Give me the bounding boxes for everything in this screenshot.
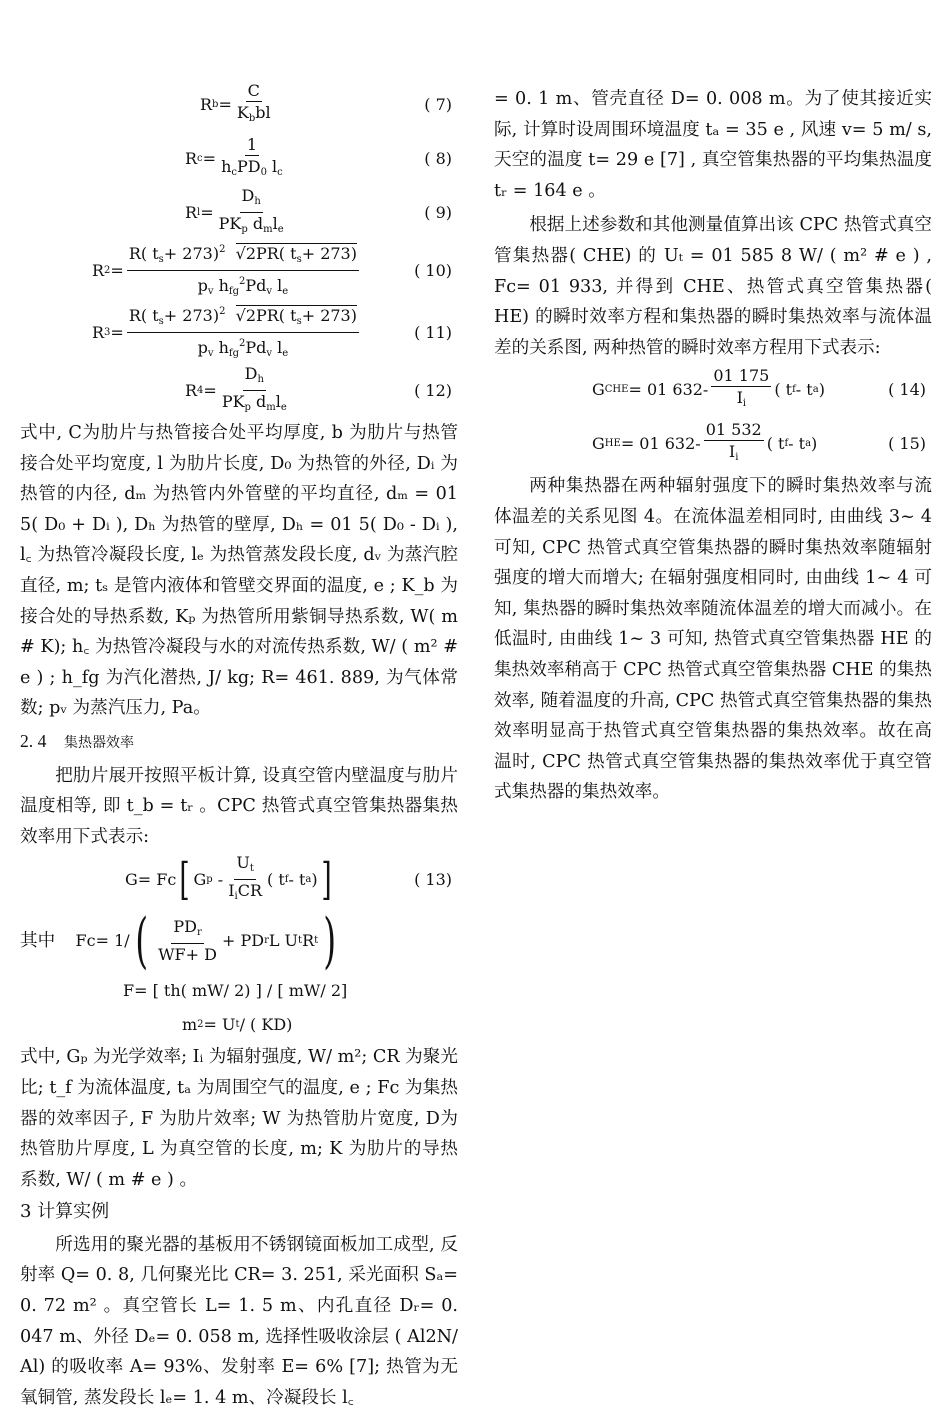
den-a: K [236,102,249,122]
left-bracket: [ [179,854,191,906]
equation-number: ( 10) [414,260,452,280]
eq-b: G [193,870,207,890]
equation-number: ( 15) [888,434,926,454]
denominator [235,102,273,130]
numerator: 01 532 [705,419,762,439]
equation-8: R c = $\frac{1}{h_cPD_0 l_c}$ ( 8) [20,132,458,186]
num-sup: 2 [219,243,226,255]
rest-a-sub: r [264,935,269,947]
den-b: h [213,337,229,357]
denominator [226,880,264,908]
den-a: p [197,275,208,295]
eq-e-sub: a [305,874,312,886]
num-a: R( t [128,243,159,263]
left-paren: ( [134,906,148,977]
num-sub: h [257,373,264,385]
numerator [240,186,263,213]
denominator [196,333,291,365]
num-sub: t [249,862,254,874]
fraction [704,420,764,469]
eq-lhs: Fc= 1/ [75,931,130,951]
rest-a-sub: f [784,438,789,450]
paragraph-efficiency-intro: 把肋片展开按照平板计算, 设真空管内壁温度与肋片温度相等, 即 t_b = tᵣ 。CPC 热管式真空管集热器集热效率用下式表示: [20,765,458,847]
den-a: PK [221,391,245,411]
den-c: l [266,156,278,176]
eq-lhs: R [185,380,198,400]
rest-c: ) [811,434,818,454]
den-b: bl [255,102,271,122]
eq-e: - t [288,870,306,890]
rest-a-sub: f [792,384,796,396]
den-sub2: 0 [260,166,267,178]
eq-lhs: R [92,260,105,280]
denominator [735,387,749,415]
den-d-sub: e [282,347,289,359]
den-sub: i [234,890,238,902]
num-sub: s [158,253,164,265]
eq-lhs: R [185,148,198,168]
num-a: D [241,185,255,205]
num-sub: h [254,195,261,207]
denominator [196,271,291,303]
rest-b-sub: a [812,384,819,396]
fraction [226,853,264,908]
eq-sub: 3 [104,326,111,338]
numerator: C [247,80,260,100]
equation-fc [20,906,458,977]
numerator [127,302,359,333]
den-a: I [736,387,743,407]
den-sub3: e [280,401,287,413]
fraction [127,302,359,365]
root-sub: s [296,315,302,327]
fraction [127,240,359,303]
den-sup: 2 [239,337,246,349]
denominator [220,391,289,419]
eq-m-sub: t [235,1019,240,1031]
num-b: + 273) [163,305,220,325]
equation-15 [494,417,932,471]
section-title: 集热器效率 [63,734,134,751]
eq-mid: = 01 632- [628,380,709,400]
rest-b: - t [788,434,806,454]
den-c-sub: v [266,285,273,297]
eq-m-sup: 2 [197,1019,204,1031]
den-a-sub: v [207,347,214,359]
equation-12: R 4 = $\frac{D_h}{PK_p d_ml_e}$ ( 12) [20,364,458,418]
equation-11: R 3 = $\frac{R( t_s+ 273)^2 √2PR( t_s+ 273)}{p_v h_{fg}^2Pd_v l_e}$ ( 11) [20,302,458,364]
root-a: 2PR( t [245,305,297,325]
denominator [219,156,285,184]
denominator [727,441,741,469]
den-sub: i [735,451,739,463]
denominator: WF+ D [158,944,217,964]
den-sup: 2 [239,275,246,287]
den-a: h [221,156,232,176]
num-b: + 273) [163,243,220,263]
section-number: 2. 4 [20,730,47,751]
numerator: 1 [246,134,257,154]
sqrt-radicand: √2PR( $t_s+ 273$) [235,305,357,327]
paragraph-comparison: 两种集热器在两种辐射强度下的瞬时集热效率与流体温差的关系见图 4。在流体温差相同时, 由曲线 3~ 4 可知, CPC 热管式真空管集热器的瞬时集热效率随辐射强度的增大而增大; 在辐射强度相同时, 由曲线 1~ 4 可知, 集热器的瞬时集热效率随流体温差的增大而减小。在低温时, 由曲线 1~ 3 可知, 热管式真空管集热器 HE 的集热效率稍高于 CPC 热管式真空管集热器 CHE 的集热效率, 随着温度的升高, CPC 热管式真空管集热器的集热效率明显高于热管式真空管集热器的集热效率。故在高温时, CPC 热管式真空管集热器的集热效率优于真空管式集热器的集热效率。 [494,476,932,803]
right-paren: ) [323,906,337,977]
right-column [494,84,932,808]
eq-m-a: m [182,1015,198,1035]
equation-number: ( 14) [888,380,926,400]
den-a-sub: v [207,285,214,297]
eq-lhs: G [592,380,605,400]
denominator [217,213,286,241]
den-sub: p [241,223,248,235]
den-sub: p [244,401,251,413]
den-b: d [250,391,267,411]
eq-lhs: R [185,202,198,222]
eq-d-sub: f [284,874,289,886]
eq-sub: 2 [104,264,111,276]
fraction [220,364,289,419]
den-b-sub: fg [228,285,240,297]
den-a: I [728,441,736,461]
eq-m-c: / ( KD) [239,1015,293,1035]
equation-number: ( 7) [424,94,452,114]
num-sub: r [196,926,202,938]
den-sub2: m [263,223,273,235]
num-a: U [236,852,250,872]
section-heading-2-4 [20,726,458,759]
den-sub: b [248,112,256,124]
paragraph-continued: = 0. 1 m、管壳直径 D= 0. 008 m。为了使其接近实际, 计算时设周围环境温度 tₐ = 35 e , 风速 v= 5 m/ s, 天空的温度 t= 29 e [7] , 真空管集热器的平均集热温度 tᵣ = 164 e 。 [494,89,932,201]
eq-lead: 其中 [20,931,56,952]
paragraph-symbol-definitions-2: 式中, Gₚ 为光学效率; Iᵢ 为辐射强度, W/ m²; CR 为聚光比; t_f 为流体温度, tₐ 为周围空气的温度, e ; Fc 为集热器的效率因子, F 为肋片效率; W 为热管肋片宽度, D为热管肋片厚度, L 为真空管的长度, m; K 为肋片的导热系数, W/ ( m # e ) 。 [20,1047,458,1190]
den-a: PK [218,213,242,233]
den-b: h [213,275,229,295]
equation-14 [494,363,932,417]
eq-mid: = 01 632- [620,434,701,454]
num-a: R( t [128,305,159,325]
den-sub2: m [266,401,276,413]
eq-sub: CHE [604,384,629,396]
root-a: 2PR( t [245,243,297,263]
den-b-sub: fg [228,347,240,359]
eq-f-text: F= [ th( mW/ 2) ] / [ mW/ 2] [123,981,348,1001]
rest-c-sub: t [314,935,319,947]
section-heading-3: 3 计算实例 [20,1201,110,1223]
root-b: + 273) [301,305,357,325]
eq-lhs: R [200,94,213,114]
den-d-sub: e [282,285,289,297]
eq-rest-a: + PD [221,931,265,951]
eq-sub: HE [604,438,621,450]
den-c-sub: v [266,347,273,359]
equation-m [20,1008,458,1042]
eq-m-b: = U [203,1015,236,1035]
left-column [20,78,458,1413]
equation-number: ( 8) [424,148,452,168]
num-sup: 2 [219,305,226,317]
den-a: p [197,337,208,357]
eq-sub: l [197,206,201,218]
eq-rest-c: R [302,931,315,951]
den-b: PD [236,156,261,176]
equation-7: R b = $\frac{C}{K_bbl}$ ( 7) [20,78,458,132]
eq-rest-b: L U [268,931,299,951]
rest-a: ( t [766,434,785,454]
equation-10: R 2 = $\frac{R( t_s+ 273)^2 √2PR( t_s+ 273)}{p_v h_{fg}^2Pd_v l_e}$ ( 10) [20,240,458,302]
paragraph-calculation-example: 所选用的聚光器的基板用不锈钢镜面板加工成型, 反射率 Q= 0. 8, 几何聚光比 CR= 3. 251, 采光面积 Sₐ= 0. 72 m² 。真空管长 L= 1. 5 m、内孔直径 Dᵣ= 0. 047 m、外径 Dₑ= 0. 058 m, 选择性吸收涂层 ( Al2N/ Al) 的吸收率 A= 93%、发射率 E= 6% [7]; 热管为无氧铜管, 蒸发段长 lₑ= 1. 4 m、冷凝段长 l꜀ [20,1234,458,1408]
den-b: CR [237,880,263,900]
den-a: I [228,880,235,900]
paragraph-parameters: 根据上述参数和其他测量值算出该 CPC 热管式真空管集热器( CHE) 的 Uₜ = 01 585 8 W/ ( m² # e ) , Fc= 01 933, 并得到 CHE、热管式真空管集热器( HE) 的瞬时效率方程和集热器的瞬时集热效率与流体温差的关系图, 两种热管的瞬时效率方程用下式表示: [494,215,932,358]
eq-a: G= Fc [125,870,177,890]
den-sub: i [742,397,747,409]
eq-d: ( t [267,870,285,890]
right-bracket: ] [321,854,332,906]
eq-sub: b [212,98,219,110]
rest-a: ( t [774,380,793,400]
numerator [127,240,359,271]
eq-b-sub: p [206,874,213,886]
sqrt-radicand: √2PR( $t_s+ 273$) [235,243,357,265]
den-sub: c [231,166,237,178]
den-sub3: c [277,166,283,178]
den-d: l [272,275,283,295]
equation-number: ( 11) [414,322,452,342]
root-sub: s [296,253,302,265]
rest-b: - t [795,380,813,400]
numerator: 01 175 [713,365,770,385]
den-c: l [275,391,281,411]
den-d: l [272,337,283,357]
rest-c: ) [818,380,825,400]
eq-sub: c [197,152,203,164]
eq-lhs: G [592,434,605,454]
rest-b-sub: t [298,935,303,947]
numerator [243,364,266,391]
den-c: l [272,213,278,233]
den-c: Pd [245,337,267,357]
fraction [219,135,285,184]
fraction [711,366,771,415]
eq-c: - [217,870,224,890]
root-b: + 273) [301,243,357,263]
num-a: PD [173,916,197,936]
equation-number: ( 12) [414,380,452,400]
equation-f [20,974,458,1008]
fraction [156,917,219,966]
eq-f: ) [311,870,318,890]
equation-number: ( 9) [424,202,452,222]
equation-number: ( 13) [414,870,452,890]
fraction [235,81,273,130]
rest-b-sub: a [805,438,812,450]
paragraph-symbol-definitions: 式中, C为肋片与热管接合处平均厚度, b 为肋片与热管接合处平均宽度, l 为肋片长度, D₀ 为热管的外径, Dᵢ 为热管的内径, dₘ 为热管内外管壁的平均直径, dₘ = 01 5( D₀ + Dᵢ ), Dₕ 为热管的壁厚, Dₕ = 01 5( D₀ - Dᵢ ), l꜀ 为热管冷凝段长度, lₑ 为热管蒸发段长度, dᵥ 为蒸汽腔直径, m; tₛ 是管内液体和管壁交界面的温度, e ; K_b 为接合处的导热系数, Kₚ 为热管所用紫铜导热系数, W( m # K); h꜀ 为热管冷凝段与水的对流传热系数, W/ ( m² # e ) ; h_fg 为汽化潜热, J/ kg; R= 461. 889, 为气体常数; pᵥ 为蒸汽压力, Pa。 [20,423,458,719]
den-sub3: e [277,223,284,235]
equation-9: R l = $\frac{D_h}{PK_p d_ml_e}$ ( 9) [20,186,458,240]
num-sub: s [158,315,164,327]
num-a: D [244,363,258,383]
eq-lhs: R [92,322,105,342]
fraction [217,186,286,241]
den-b: d [247,213,264,233]
equation-13 [20,852,458,908]
den-c: Pd [245,275,267,295]
eq-sub: 4 [197,384,204,396]
numerator [171,917,203,944]
numerator [234,853,256,880]
